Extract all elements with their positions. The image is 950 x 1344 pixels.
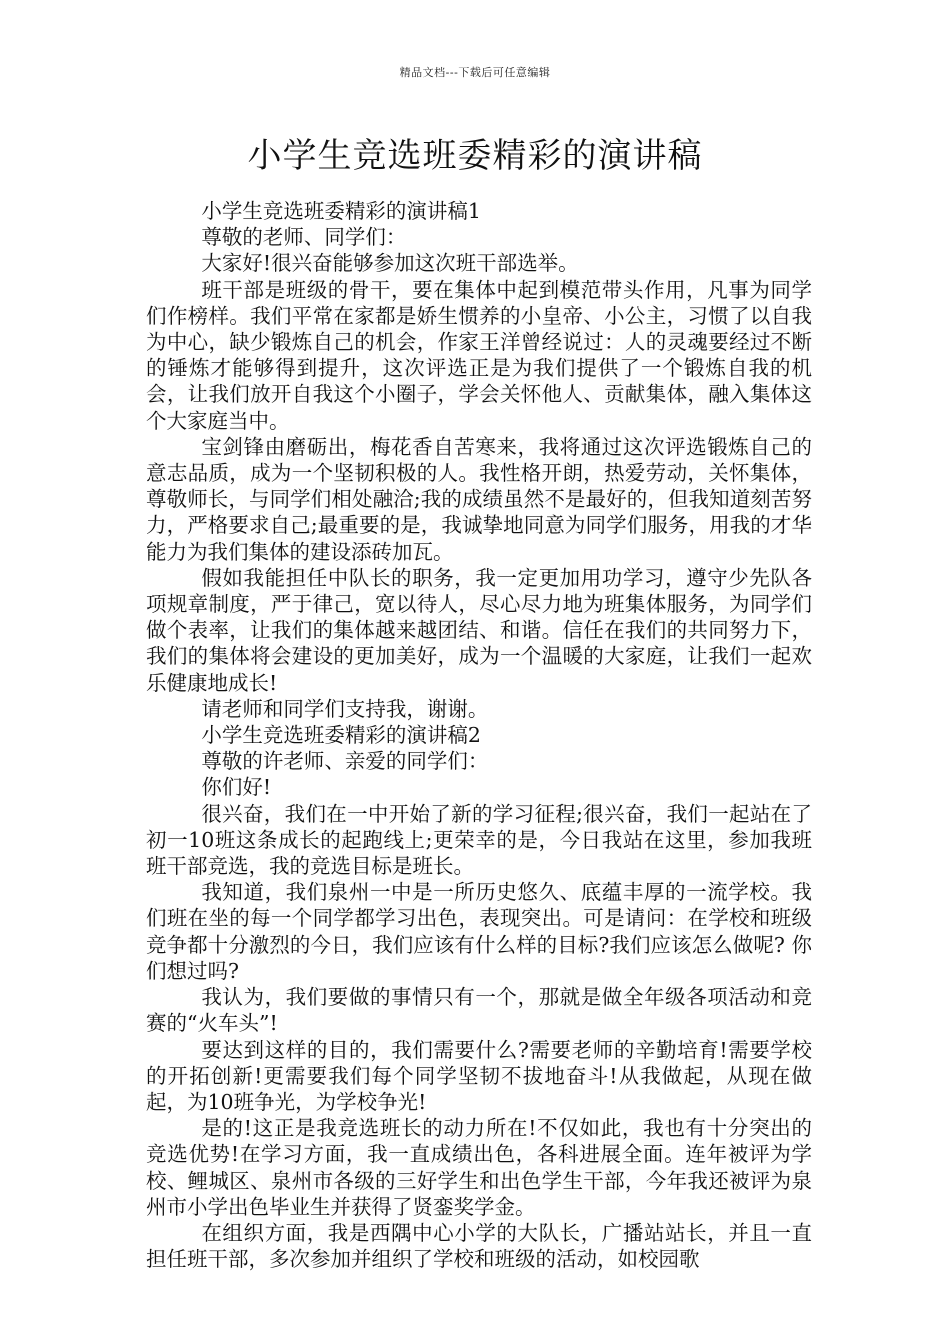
paragraph: 尊敬的老师、同学们：: [201, 225, 407, 250]
paragraph: 我知道，我们泉州一中是一所历史悠久、底蕴丰厚的一流学校。我们班在坐的每一个同学都学习出色，表现突出。可是请问：在学校和班级竞争都十分激烈的今日，我们应该有什么样的目标?我们应该怎么做呢? 你们想过吗?: [146, 880, 812, 983]
paragraph: 很兴奋，我们在一中开始了新的学习征程;很兴奋，我们一起站在了初一10班这条成长的起跑线上;更荣幸的是，今日我站在这里，参加我班班干部竞选，我的竞选目标是班长。: [146, 801, 812, 879]
document-title: 小学生竞选班委精彩的演讲稿: [247, 136, 703, 176]
paragraph: 在组织方面，我是西隅中心小学的大队长，广播站站长，并且一直担任班干部，多次参加并组织了学校和班级的活动，如校园歌: [146, 1220, 812, 1272]
paragraph: 尊敬的许老师、亲爱的同学们：: [201, 749, 489, 774]
paragraph: 你们好!: [201, 775, 272, 800]
paragraph: 小学生竞选班委精彩的演讲稿1: [201, 199, 481, 223]
paragraph: 大家好!很兴奋能够参加这次班干部选举。: [201, 251, 579, 276]
paragraph: 班干部是班级的骨干，要在集体中起到模范带头作用，凡事为同学们作榜样。我们平常在家都是娇生惯养的小皇帝、小公主，习惯了以自我为中心，缺少锻炼自己的机会，作家王洋曾经说过：人的灵魂要经过不断的锤炼才能够得到提升，这次评选正是为我们提供了一个锻炼自我的机会，让我们放开自我这个小圈子，学会关怀他人、贡献集体，融入集体这个大家庭当中。: [146, 277, 812, 433]
header-note: 精品文档---下载后可任意编辑: [399, 66, 551, 79]
paragraph: 我认为，我们要做的事情只有一个，那就是做全年级各项活动和竞赛的“火车头”!: [146, 985, 812, 1036]
paragraph: 假如我能担任中队长的职务，我一定更加用功学习，遵守少先队各项规章制度，严于律己，宽以待人，尽心尽力地为班集体服务，为同学们做个表率，让我们的集体越来越团结、和谐。信任在我们的共同努力下，我们的集体将会建设的更加美好，成为一个温暖的大家庭，让我们一起欢乐健康地成长!: [146, 565, 812, 695]
paragraph: 请老师和同学们支持我，谢谢。: [201, 696, 489, 721]
paragraph: 是的!这正是我竞选班长的动力所在!不仅如此，我也有十分突出的竞选优势!在学习方面，我一直成绩出色，各科进展全面。连年被评为学校、鲤城区、泉州市各级的三好学生和出色学生干部，今年我还被评为泉州市小学出色毕业生并获得了贤銮奖学金。: [146, 1116, 812, 1219]
paragraph: 要达到这样的目的，我们需要什么?需要老师的辛勤培育!需要学校的开拓创新!更需要我们每个同学坚韧不拔地奋斗!从我做起，从现在做起，为10班争光，为学校争光!: [146, 1037, 812, 1114]
document-body: [146, 198, 812, 1272]
paragraph: 小学生竞选班委精彩的演讲稿2: [201, 723, 481, 748]
paragraph: 宝剑锋由磨砺出，梅花香自苦寒来，我将通过这次评选锻炼自己的意志品质，成为一个坚韧积极的人。我性格开朗，热爱劳动，关怀集体，尊敬师长，与同学们相处融洽;我的成绩虽然不是最好的，但我知道刻苦努力，严格要求自己;最重要的是，我诚挚地同意为同学们服务，用我的才华能力为我们集体的建设添砖加瓦。: [146, 434, 812, 564]
